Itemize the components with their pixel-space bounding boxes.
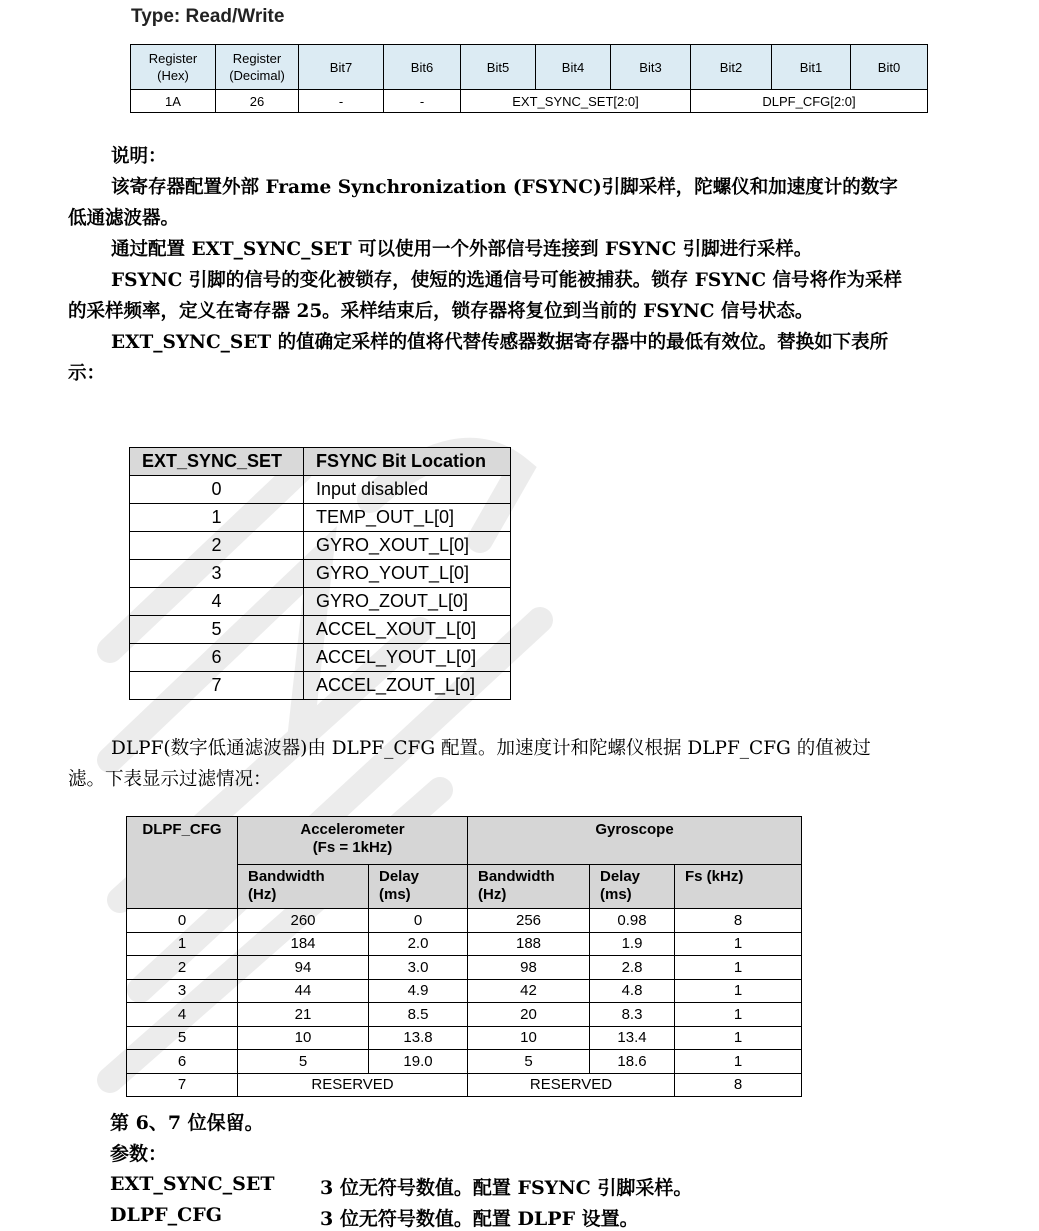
table-row (130, 560, 511, 588)
header-register-decimal (216, 45, 299, 90)
dlpf-header-gyro-fs: Fs (kHz) (675, 865, 802, 909)
register-map-table (130, 44, 928, 113)
dlpf-intro: DLPF(数字低通滤波器)由 DLPF_CFG 配置。加速度计和陀螺仪根据 DLPF_CFG 的值被过滤。下表显示过滤情况： (68, 738, 871, 790)
dlpf-header-accel-delay-l2: (ms) (379, 886, 411, 903)
dlpf-header-gyro-delay (590, 865, 675, 909)
params-heading: 参数： (110, 1143, 168, 1165)
dlpf-header-cfg: DLPF_CFG (127, 817, 238, 909)
fsync-bit-location-table (129, 447, 511, 700)
dlpf-cell: 3 (127, 979, 238, 1003)
cell-ext-sync-set: EXT_SYNC_SET[2:0] (461, 90, 691, 113)
dlpf-header-accel (238, 817, 468, 865)
dlpf-cell: 5 (238, 1050, 369, 1074)
dlpf-cell: 10 (238, 1026, 369, 1050)
dlpf-cell: 256 (468, 909, 590, 933)
dlpf-header-accel-delay (369, 865, 468, 909)
sync-location: ACCEL_XOUT_L[0] (304, 616, 511, 644)
dlpf-cell: 1 (675, 1003, 802, 1027)
dlpf-cell: 13.4 (590, 1026, 675, 1050)
header-register-hex-l1: Register (148, 51, 198, 66)
dlpf-header-accel-bw (238, 865, 369, 909)
cell-hex: 1A (131, 90, 216, 113)
header-bit2: Bit2 (691, 45, 772, 90)
param-desc-dlpf-cfg: 3 位无符号数值。配置 DLPF 设置。 (320, 1208, 639, 1230)
dlpf-cell: 1 (675, 979, 802, 1003)
dlpf-cell: 42 (468, 979, 590, 1003)
dlpf-cell: 2 (127, 956, 238, 980)
dlpf-cell: 6 (127, 1050, 238, 1074)
dlpf-cell: 5 (127, 1026, 238, 1050)
cell-bit6: - (384, 90, 461, 113)
sync-header-location: FSYNC Bit Location (304, 448, 511, 476)
sync-value: 1 (130, 504, 304, 532)
dlpf-header-gyro-bw-l1: Bandwidth (478, 868, 555, 885)
dlpf-cell: 1.9 (590, 932, 675, 956)
dlpf-cell: 184 (238, 932, 369, 956)
param-name-ext-sync-set: EXT_SYNC_SET (110, 1173, 275, 1195)
header-bit6: Bit6 (384, 45, 461, 90)
register-type-title: Type: Read/Write (131, 6, 285, 27)
dlpf-cell: 2.0 (369, 932, 468, 956)
table-row (130, 672, 511, 700)
sync-value: 5 (130, 616, 304, 644)
param-desc-ext-sync-set: 3 位无符号数值。配置 FSYNC 引脚采样。 (320, 1177, 693, 1199)
dlpf-cell: 2.8 (590, 956, 675, 980)
sync-location: GYRO_XOUT_L[0] (304, 532, 511, 560)
sync-value: 0 (130, 476, 304, 504)
dlpf-cell: 20 (468, 1003, 590, 1027)
dlpf-cell: 8.3 (590, 1003, 675, 1027)
dlpf-intro-block (68, 733, 904, 795)
dlpf-header-gyro-bw (468, 865, 590, 909)
dlpf-config-table (126, 816, 802, 1097)
table-row (127, 909, 802, 933)
sync-location: TEMP_OUT_L[0] (304, 504, 511, 532)
dlpf-reserved-cfg: 7 (127, 1073, 238, 1097)
header-bit5: Bit5 (461, 45, 536, 90)
dlpf-cell: 4.8 (590, 979, 675, 1003)
table-row (130, 644, 511, 672)
header-register-hex (131, 45, 216, 90)
header-bit3: Bit3 (611, 45, 691, 90)
table-row (130, 588, 511, 616)
dlpf-header-gyro-delay-l2: (ms) (600, 886, 632, 903)
table-row (130, 476, 511, 504)
param-name-dlpf-cfg: DLPF_CFG (110, 1204, 222, 1226)
dlpf-cell: 1 (675, 1026, 802, 1050)
dlpf-cell: 1 (675, 932, 802, 956)
table-row (130, 616, 511, 644)
sync-value: 7 (130, 672, 304, 700)
dlpf-header-accel-bw-l2: (Hz) (248, 886, 277, 903)
dlpf-cell: 0.98 (590, 909, 675, 933)
header-register-decimal-l1: Register (232, 51, 282, 66)
dlpf-cell: 3.0 (369, 956, 468, 980)
dlpf-cell: 8.5 (369, 1003, 468, 1027)
dlpf-cell: 44 (238, 979, 369, 1003)
table-row (127, 979, 802, 1003)
header-bit7: Bit7 (299, 45, 384, 90)
description-p2: 通过配置 EXT_SYNC_SET 可以使用一个外部信号连接到 FSYNC 引脚进行采样。 (111, 239, 813, 260)
dlpf-cell: 5 (468, 1050, 590, 1074)
dlpf-cell: 98 (468, 956, 590, 980)
sync-location: GYRO_YOUT_L[0] (304, 560, 511, 588)
table-row (127, 932, 802, 956)
dlpf-cell: 8 (675, 909, 802, 933)
sync-value: 6 (130, 644, 304, 672)
dlpf-reserved-gyro: RESERVED (468, 1073, 675, 1097)
dlpf-cell: 1 (127, 932, 238, 956)
description-p1: 该寄存器配置外部 Frame Synchronization (FSYNC)引脚采样，陀螺仪和加速度计的数字低通滤波器。 (68, 177, 898, 229)
dlpf-cell: 19.0 (369, 1050, 468, 1074)
sync-value: 3 (130, 560, 304, 588)
table-row (130, 504, 511, 532)
dlpf-cell: 4.9 (369, 979, 468, 1003)
cell-dlpf-cfg: DLPF_CFG[2:0] (691, 90, 928, 113)
sync-value: 4 (130, 588, 304, 616)
sync-location: Input disabled (304, 476, 511, 504)
dlpf-cell: 188 (468, 932, 590, 956)
dlpf-header-gyro-delay-l1: Delay (600, 868, 641, 885)
dlpf-cell: 1 (675, 956, 802, 980)
sync-location: ACCEL_ZOUT_L[0] (304, 672, 511, 700)
dlpf-cell: 0 (127, 909, 238, 933)
description-p3: FSYNC 引脚的信号的变化被锁存，使短的选通信号可能被捕获。锁存 FSYNC 信号将作为采样的采样频率，定义在寄存器 25。采样结束后，锁存器将复位到当前的 FSYNC 信号状态。 (68, 270, 902, 322)
table-row (127, 1073, 802, 1097)
dlpf-cell: 21 (238, 1003, 369, 1027)
dlpf-reserved-fs: 8 (675, 1073, 802, 1097)
table-row (127, 956, 802, 980)
dlpf-cell: 10 (468, 1026, 590, 1050)
dlpf-cell: 4 (127, 1003, 238, 1027)
dlpf-cell: 1 (675, 1050, 802, 1074)
sync-location: ACCEL_YOUT_L[0] (304, 644, 511, 672)
reserved-bits-note: 第 6、7 位保留。 (110, 1112, 264, 1134)
table-row (127, 1026, 802, 1050)
cell-decimal: 26 (216, 90, 299, 113)
header-bit1: Bit1 (772, 45, 851, 90)
table-row (130, 532, 511, 560)
sync-header-set: EXT_SYNC_SET (130, 448, 304, 476)
dlpf-header-accel-delay-l1: Delay (379, 868, 420, 885)
dlpf-header-gyro-bw-l2: (Hz) (478, 886, 507, 903)
dlpf-cell: 0 (369, 909, 468, 933)
header-bit4: Bit4 (536, 45, 611, 90)
dlpf-header-gyro: Gyroscope (468, 817, 802, 865)
dlpf-reserved-accel: RESERVED (238, 1073, 468, 1097)
dlpf-header-accel-fs: (Fs = 1kHz) (312, 839, 393, 856)
table-row (127, 1003, 802, 1027)
description-block (68, 141, 904, 389)
sync-location: GYRO_ZOUT_L[0] (304, 588, 511, 616)
table-row (127, 1050, 802, 1074)
dlpf-cell: 94 (238, 956, 369, 980)
cell-bit7: - (299, 90, 384, 113)
description-p4: EXT_SYNC_SET 的值确定采样的值将代替传感器数据寄存器中的最低有效位。替换如下表所示： (68, 332, 889, 384)
description-heading: 说明： (111, 146, 167, 167)
header-bit0: Bit0 (851, 45, 928, 90)
dlpf-header-accel-title: Accelerometer (300, 821, 405, 838)
header-register-hex-l2: (Hex) (157, 68, 189, 83)
dlpf-header-accel-bw-l1: Bandwidth (248, 868, 325, 885)
dlpf-cell: 13.8 (369, 1026, 468, 1050)
sync-value: 2 (130, 532, 304, 560)
dlpf-cell: 18.6 (590, 1050, 675, 1074)
dlpf-cell: 260 (238, 909, 369, 933)
header-register-decimal-l2: (Decimal) (229, 68, 285, 83)
